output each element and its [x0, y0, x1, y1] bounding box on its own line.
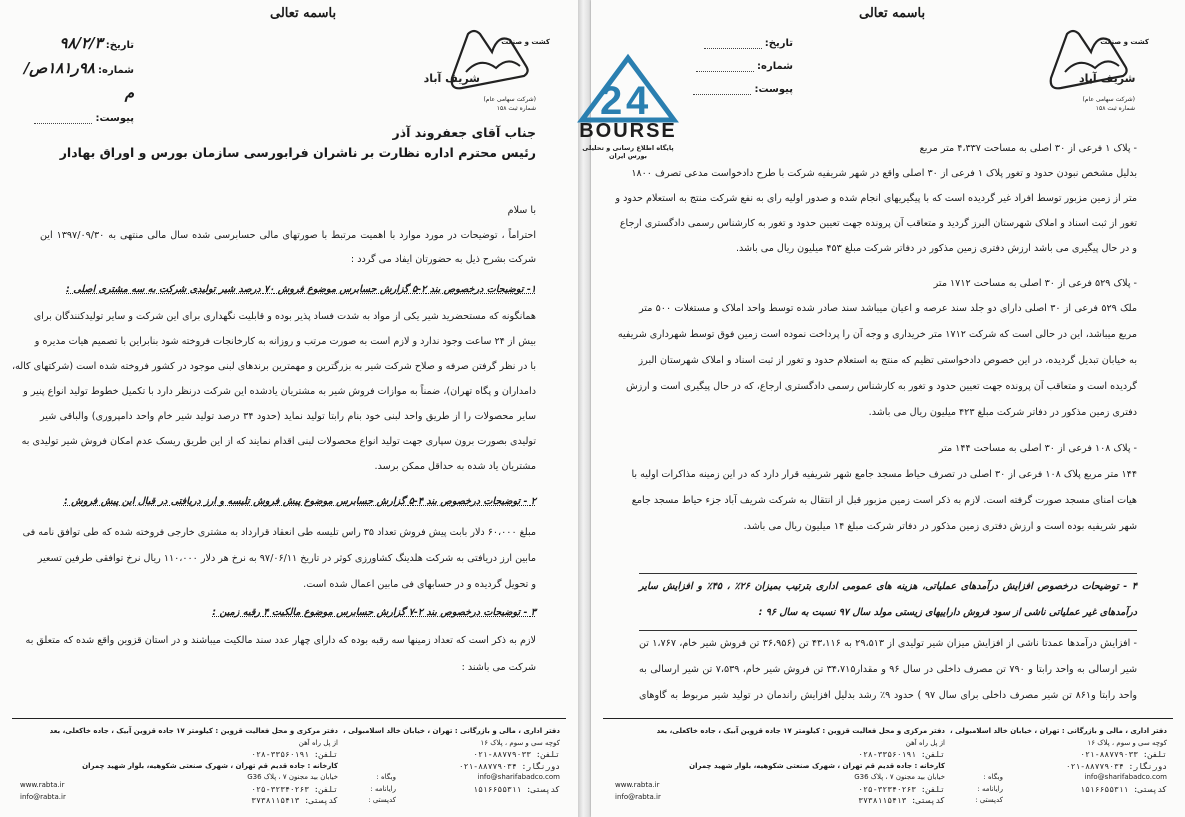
footer-labels-column: [975, 726, 1003, 807]
bourse-wordmark: BOURSE: [579, 120, 677, 142]
greeting: با سلام: [507, 205, 536, 216]
number-label: شماره:: [757, 61, 793, 72]
section-4-heading-2: درآمدهای غیر عملیاتی ناشی از سود فروش داراییهای زیستی مولد سال ۹۷ نسبت به سال ۹۶ :: [758, 607, 1137, 618]
plot-2-line: گردیده است و متعاقب آن پرونده جهت تعیین حدود و تغور به کارشناس رسمی دادگستری ارجاع، که در حال پیگیری است و ارزش: [625, 381, 1137, 392]
bismillah-heading: باسمه تعالی: [270, 6, 337, 21]
section-2-line: و تحویل گردیده و در حسابهای فی مابین اعمال شده است.: [303, 579, 536, 590]
intro-line: شرکت بشرح ذیل به حضورتان ایفاد می گردد :: [350, 254, 536, 265]
footer-factory-postcode: کدپستی: ۳۷۳۸۱۱۵۴۱۳: [251, 796, 338, 805]
footer-website: www.rabta.ir: [20, 781, 65, 789]
section-1-line: بیش از ۲۴ ساعت وجود ندارد و لازم است به صورت مرتب و روزانه به کارخانجات فروخته شود بنابراین با تصمیم هیات مدیره و: [34, 336, 536, 347]
footer-office-address: دفتر اداری ، مالی و بازرگانی : تهران ، خیابان خالد اسلامبولی ،: [950, 727, 1167, 735]
plot-1-heading: - پلاک ۱ فرعی از ۳۰ اصلی به مساحت ۴،۳۳۷ متر مربع: [919, 143, 1137, 154]
date-label: تاریخ:: [764, 38, 793, 49]
attachment-label: پیوست:: [95, 113, 134, 124]
footer-office-address-2: کوچه سی و سوم ، پلاک ۱۶: [480, 738, 560, 747]
logo-registration: شماره ثبت ۱۵۸: [1095, 105, 1135, 112]
footer-office-postcode: کدپستی: ۱۵۱۶۶۵۵۳۱۱: [1080, 784, 1167, 794]
logo-company-top: کشت و صنعت: [501, 38, 550, 46]
footer-office-address-2: کوچه سی و سوم ، پلاک ۱۶: [1087, 738, 1167, 747]
footer-rule: [603, 718, 1173, 719]
number-value: ۹۸ر۱۸۱ص/م: [23, 59, 134, 102]
footer-office-phone: تلفن: ۸۸۷۷۹۰۳۳-۰۲۱: [1080, 750, 1167, 759]
footer-email-label: رایانامه :: [370, 784, 396, 793]
section-2-line: مابین ارز دریافتی به شرکت هلدینگ کشاورزی کوثر در تاریخ ۹۷/۰۶/۱۱ به نرخ هر دلار ۱۱۰،۰۰۰ ریال نرخ توافقی طرفین تسعیر: [37, 553, 536, 564]
bourse-tagline: پایگاه اطلاع رسانی و تحلیلی بورس ایران: [582, 144, 674, 160]
footer-factory-phone: تلفن: ۳۲۳۴۰۲۶۳-۰۲۵: [858, 784, 945, 794]
footer-website-label: وبگاه :: [983, 773, 1003, 781]
intro-line: احتراماً ، توضیحات در مورد موارد با اهمیت مرتبط با صورتهای مالی حسابرسی شده سال مالی منتهی به ۱۳۹۷/۰۹/۳۰ این: [40, 230, 536, 241]
company-logo: [1039, 26, 1149, 116]
attachment-label: پیوست:: [754, 84, 793, 95]
attachment-dots: [34, 113, 92, 124]
logo-company-type: (شرکت سهامی عام): [1082, 96, 1135, 103]
plot-2-heading: - پلاک ۵۲۹ فرعی از ۳۰ اصلی به مساحت ۱۷۱۲ متر: [933, 278, 1137, 289]
logo-brand: شریف آباد: [423, 72, 480, 85]
footer-hq-address-2: از پل راه آهن: [905, 738, 945, 747]
plot-2-line: مربع میباشد، این در حالی است که شرکت ۱۷۱۲ متر خریداری و وجه آن را پرداخت نموده است زمین فوق توسط شهرداری شریفیه: [617, 329, 1137, 340]
date-value: ۹۸/۲/۳: [59, 34, 103, 52]
section-1-line: تولیدی بصورت برون سپاری جهت تولید انواع محصولات لبنی اقدام نمایند که از این طریق ریسک عدم امکان فروش شیر تولیدی به: [21, 436, 536, 447]
plot-2-line: به خیابان تبدیل گردیده، در این خصوص دادخواستی تظیم که منتج به استعلام حدود و تغور از ثبت اسناد و املاک شهرستان البرز: [638, 355, 1137, 366]
letter-footer-left: [0, 718, 578, 817]
addressee-title: رئیس محترم اداره نظارت بر ناشران فرابورسی سازمان بورس و اوراق بهادار: [59, 145, 536, 160]
bismillah-heading: باسمه تعالی: [859, 6, 926, 21]
section-2-line: مبلغ ۶۰،۰۰۰ دلار بابت پیش فروش تعداد ۳۵ راس تلیسه طی انعقاد قرارداد به مشتری خارجی فروخته شده که طی توافق نامه فی: [22, 527, 536, 538]
footer-office-email: info@sharifabadco.com: [477, 773, 560, 781]
footer-factory-phone: تلفن: ۳۲۳۴۰۲۶۳-۰۲۵: [251, 784, 338, 794]
footer-office-postcode: کدپستی: ۱۵۱۶۶۵۵۳۱۱: [473, 784, 560, 794]
plot-1-line: بدلیل مشخص نبودن حدود و تغور پلاک ۱ فرعی از ۳۰ اصلی واقع در شهر شریفیه شرکت با طرح دادخواست مدعی تصرف ۱۸۰۰: [631, 168, 1137, 179]
footer-factory-address: کارخانه : جاده قدیم قم تهران ، شهرک صنعتی شکوهیه، بلوار شهید چمران: [689, 761, 945, 770]
footer-factory-address-2: خیابان بید مجنون ۷ ، پلاک G36: [247, 773, 338, 781]
letter-page-left: [0, 0, 578, 817]
footer-email: info@rabta.ir: [20, 792, 66, 801]
plot-1-line: و در حال پیگیری می باشد ارزش دفتری زمین مذکور در دفاتر شرکت مبلغ ۴۵۳ میلیون ریال می باشد.: [735, 243, 1137, 254]
footer-postcode-label: کدپستی :: [975, 796, 1003, 804]
letter-body-left: [11, 125, 536, 715]
footer-factory-address: کارخانه : جاده قدیم قم تهران ، شهرک صنعتی شکوهیه، بلوار شهید چمران: [82, 761, 338, 770]
bourse24-watermark: [572, 56, 684, 160]
footer-office-fax: دورنگار: ۸۸۷۷۹۰۳۴-۰۲۱: [1065, 761, 1167, 771]
section-3-heading: ۳ - توضیحات درخصوص بند ۲-۷ گزارش حسابرس موضوع مالکیت ۴ رقبه زمین :: [212, 607, 536, 618]
plot-2-line: دفتری زمین مذکور در دفاتر شرکت مبلغ ۴۲۳ میلیون ریال می باشد.: [868, 407, 1137, 418]
section-1-heading: ۱- توضیحات درخصوص بند ۲-۵ گزارش حسابرس موضوع فروش ۷۰ درصد شیر تولیدی شرکت به سه مشتری اصلی :: [66, 284, 536, 295]
footer-hq-phone: تلفن: ۳۳۵۶۰۱۹۱-۰۲۸: [858, 750, 945, 759]
logo-brand: شریف آباد: [1079, 72, 1136, 85]
plot-1-line: تغور از ثبت اسناد و املاک شهرستان البرز گردید و متعاقب آن پرونده جهت تعیین حدود و تغور به کارشناس رسمی دادگستری ارجاع: [619, 218, 1137, 229]
section-4-line: شیر ارسالی به واحد رابتا و ۷۹۰ تن مصرف داخلی در سال ۹۶ و مقدار۳۴،۷۱۵ تن فروش شیر خام، ۷،۵۳۹ تن شیر ارسالی به: [639, 664, 1137, 675]
logo-company-type: (شرکت سهامی عام): [483, 96, 536, 103]
number-label: شماره:: [98, 65, 134, 76]
footer-office-address: دفتر اداری ، مالی و بازرگانی : تهران ، خیابان خالد اسلامبولی ،: [343, 727, 560, 735]
footer-hq-phone: تلفن: ۳۳۵۶۰۱۹۱-۰۲۸: [251, 750, 338, 759]
section-1-line: مشتریان یاد شده به حداقل ممکن برسد.: [374, 461, 536, 472]
svg-text:2: 2: [600, 79, 623, 123]
plot-3-line: هیات امنای مسجد صورت گرفته است. لازم به ذکر است زمین مزبور قبل از انتقال به شرکت شریف آباد جزء حیاط مسجد جامع: [631, 495, 1137, 506]
date-label: تاریخ:: [105, 40, 134, 51]
company-logo: [423, 26, 550, 116]
section-1-line: سایر محصولات را از طریق واحد لبنی خود بنام رابتا تولید نماید (حدود ۳۴ درصد تولید شیر خام واحد دامپروری) والباقی شیر: [40, 411, 536, 422]
section-3-line: لازم به ذکر است که تعداد زمینها سه رقبه بوده که دارای چهار عدد سند مالکیت میباشند و در استان قزوین واقع شده که متعلق به: [25, 635, 536, 646]
section-4-heading: ۴ - توضیحات درخصوص افزایش درآمدهای عملیاتی، هزینه های عمومی اداری بترتیب بمیزان ۲۶٪ ، ۴۵٪ و افزایش سایر: [639, 581, 1137, 592]
footer-hq-address: دفتر مرکزی و محل فعالیت قزوین : کیلومتر ۱۷ جاده قزوین آبیک ، جاده خاکعلی، بعد: [656, 727, 945, 735]
footer-postcode-label: کدپستی :: [368, 796, 396, 804]
section-1-line: همانگونه که مستحضرید شیر یکی از مواد به شدت فساد پذیر بوده و قابلیت نگهداری برای این شرکت و سایر تولیدکنندگان برای: [33, 311, 536, 322]
logo-company-top: کشت و صنعت: [1100, 38, 1149, 46]
date-dots: [704, 38, 762, 49]
footer-email-label: رایانامه :: [977, 784, 1003, 793]
plot-3-line: ۱۴۴ متر مربع پلاک ۱۰۸ فرعی از ۳۰ اصلی در تصرف حیاط مسجد جامع شهر شریفیه قرار دارد که در این زمینه مذاکرات اولیه با: [631, 469, 1137, 480]
footer-website: www.rabta.ir: [615, 781, 660, 789]
attachment-dots: [693, 84, 751, 95]
section-3-line: شرکت می باشند :: [461, 662, 536, 673]
footer-office-email: info@sharifabadco.com: [1084, 773, 1167, 781]
plot-3-heading: - پلاک ۱۰۸ فرعی از ۳۰ اصلی به مساحت ۱۴۴ متر: [938, 443, 1137, 454]
footer-hq-address: دفتر مرکزی و محل فعالیت قزوین : کیلومتر ۱۷ جاده قزوین آبیک ، جاده خاکعلی، بعد: [49, 727, 338, 735]
section-2-heading: ۲ - توضیحات درخصوص بند ۴-۵ گزارش حسابرس موضوع پیش فروش تلیسه و ارز دریافتی در قبال این پیش فروش :: [63, 496, 536, 507]
plot-3-line: شهر شریفیه بوده است و ارزش دفتری زمین مذکور در دفاتر شرکت مبلغ ۱۴ میلیون ریال می باشد.: [743, 521, 1137, 532]
footer-office-fax: دورنگار: ۸۸۷۷۹۰۳۴-۰۲۱: [458, 761, 560, 771]
footer-rule: [12, 718, 566, 719]
svg-text:4: 4: [626, 79, 649, 123]
footer-factory-address-2: خیابان بید مجنون ۷ ، پلاک G36: [854, 773, 945, 781]
logo-registration: شماره ثبت ۱۵۸: [496, 105, 536, 112]
footer-hq-address-2: از پل راه آهن: [298, 738, 338, 747]
section-4-line: واحد رابتا و۸۶۱ تن شیر مصرف داخلی برای سال ۹۷ ) حدود ۹٪ رشد بدلیل افزایش راندمان در تولید شیر مربوط به گاوهای: [639, 690, 1138, 701]
letter-footer-right: [591, 718, 1185, 817]
plot-2-line: ملک ۵۲۹ فرعی از ۳۰ اصلی دارای دو جلد سند عرصه و اعیان میباشد سند صادر شده توسط واحد املاک و مستغلات ۵۰۰ متر: [639, 303, 1137, 314]
section-1-line: دامداران و پگاه تهران)، ضمناً به موازات فروش شیر به مشتریان یادشده این شرکت درنظر دارد با تکمیل خطوط تولید انواع پنیر و: [23, 386, 536, 397]
footer-factory-column: [38, 726, 338, 807]
footer-web-column: [20, 780, 66, 803]
footer-website-label: وبگاه :: [376, 773, 396, 781]
bourse24-logo-icon: [572, 56, 684, 124]
footer-factory-postcode: کدپستی: ۳۷۳۸۱۱۵۴۱۳: [858, 796, 945, 805]
footer-factory-column: [635, 726, 945, 807]
footer-email: info@rabta.ir: [615, 792, 661, 801]
letter-meta: [16, 32, 134, 130]
addressee-name: جناب آقای جعفروند آذر: [392, 125, 536, 140]
number-dots: [696, 61, 754, 72]
footer-web-column: [615, 780, 661, 803]
letter-meta: [683, 32, 793, 101]
section-4-line: - افزایش درآمدها عمدتا ناشی از افزایش میزان شیر تولیدی از ۲۹،۵۱۳ به ۴۳،۱۱۶ تن (۳۶،۹۵۶ تن فروش شیر خام، ۱،۷۶۷ تن: [639, 638, 1137, 649]
plot-1-line: متر از زمین مزبور توسط افراد غیر گردیده است که با پیگیریهای انجام شده و صدور اولیه رای به نفع شرکت منتج به استعلام حدود و: [615, 193, 1137, 204]
footer-labels-column: [368, 726, 396, 807]
section-1-line: با در نظر گرفتن صرفه و صلاح شرکت شیر به بزرگترین و مهمترین برندهای لبنی موجود در کشور فروخته شده است (شرکتهای کاله،: [11, 361, 536, 372]
footer-office-phone: تلفن: ۸۸۷۷۹۰۳۳-۰۲۱: [473, 750, 560, 759]
